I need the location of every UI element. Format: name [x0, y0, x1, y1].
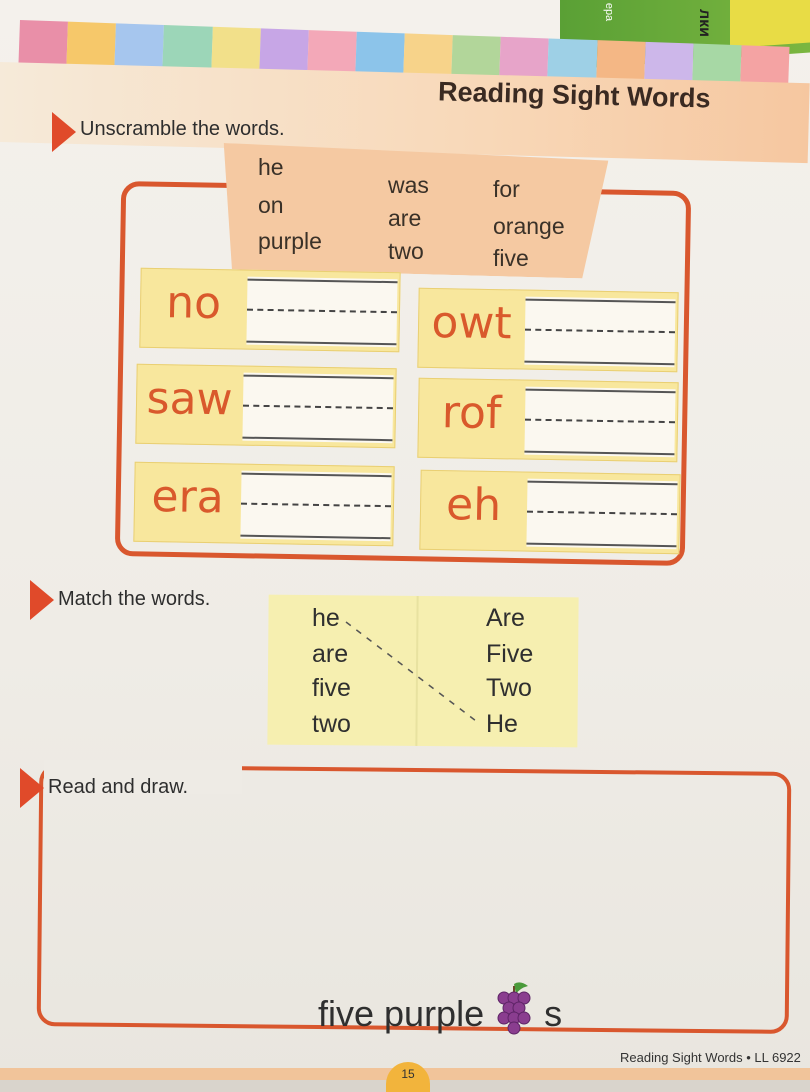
caption-plural: s — [544, 993, 563, 1034]
match-line — [340, 612, 490, 732]
word-bank-item: was — [388, 172, 429, 198]
word-bank-item: orange — [493, 213, 565, 239]
match-left-word[interactable]: two — [312, 710, 351, 738]
answer-writing-lines[interactable] — [526, 479, 677, 550]
word-bank-item: for — [493, 176, 520, 202]
scrambled-word: eh — [445, 479, 502, 532]
word-bank-item: two — [388, 238, 424, 264]
answer-writing-lines[interactable] — [242, 373, 393, 444]
match-left-word[interactable]: he — [312, 604, 340, 632]
scrambled-word: rof — [441, 387, 502, 440]
instruction-unscramble: Unscramble the words. — [80, 118, 285, 140]
section-marker-icon — [20, 768, 44, 808]
page-title: Reading Sight Words — [437, 76, 711, 114]
scramble-cell — [419, 470, 680, 555]
answer-writing-lines[interactable] — [246, 277, 397, 348]
book-text: ера — [603, 2, 616, 22]
page-number: 15 — [386, 1062, 430, 1092]
section-marker-icon — [52, 112, 76, 152]
word-bank-item: purple — [258, 228, 322, 254]
draw-caption — [318, 980, 562, 1038]
scramble-cell — [417, 378, 678, 463]
scramble-cell — [135, 364, 396, 449]
word-bank-item: are — [388, 205, 422, 231]
scrambled-word: owt — [431, 296, 513, 350]
scrambled-word: saw — [146, 372, 233, 426]
match-right-word[interactable]: He — [486, 710, 518, 738]
scrambled-word: era — [151, 471, 225, 524]
match-right-word[interactable]: Two — [486, 674, 532, 702]
scramble-cell — [417, 288, 678, 373]
caption-text: five purple — [318, 993, 485, 1034]
match-left-word[interactable]: are — [312, 640, 349, 668]
answer-writing-lines[interactable] — [524, 387, 675, 458]
answer-writing-lines[interactable] — [240, 471, 391, 542]
answer-writing-lines[interactable] — [524, 297, 675, 368]
instruction-draw: Read and draw. — [48, 776, 189, 798]
match-right-word[interactable]: Five — [486, 640, 534, 668]
scrambled-word: no — [165, 277, 222, 330]
word-bank-item: he — [258, 154, 284, 180]
word-bank-item: five — [493, 245, 529, 271]
word-bank-item: on — [258, 192, 284, 218]
match-left-word[interactable]: five — [312, 674, 351, 702]
instruction-match: Match the words. — [58, 588, 211, 610]
section-marker-icon — [30, 580, 54, 620]
match-right-word[interactable]: Are — [486, 604, 525, 632]
scramble-cell — [133, 462, 394, 547]
book-text: лки — [696, 8, 714, 38]
footer-text: Reading Sight Words • LL 6922 — [620, 1050, 801, 1065]
grapes-icon — [494, 980, 534, 1038]
scramble-cell — [139, 268, 400, 353]
